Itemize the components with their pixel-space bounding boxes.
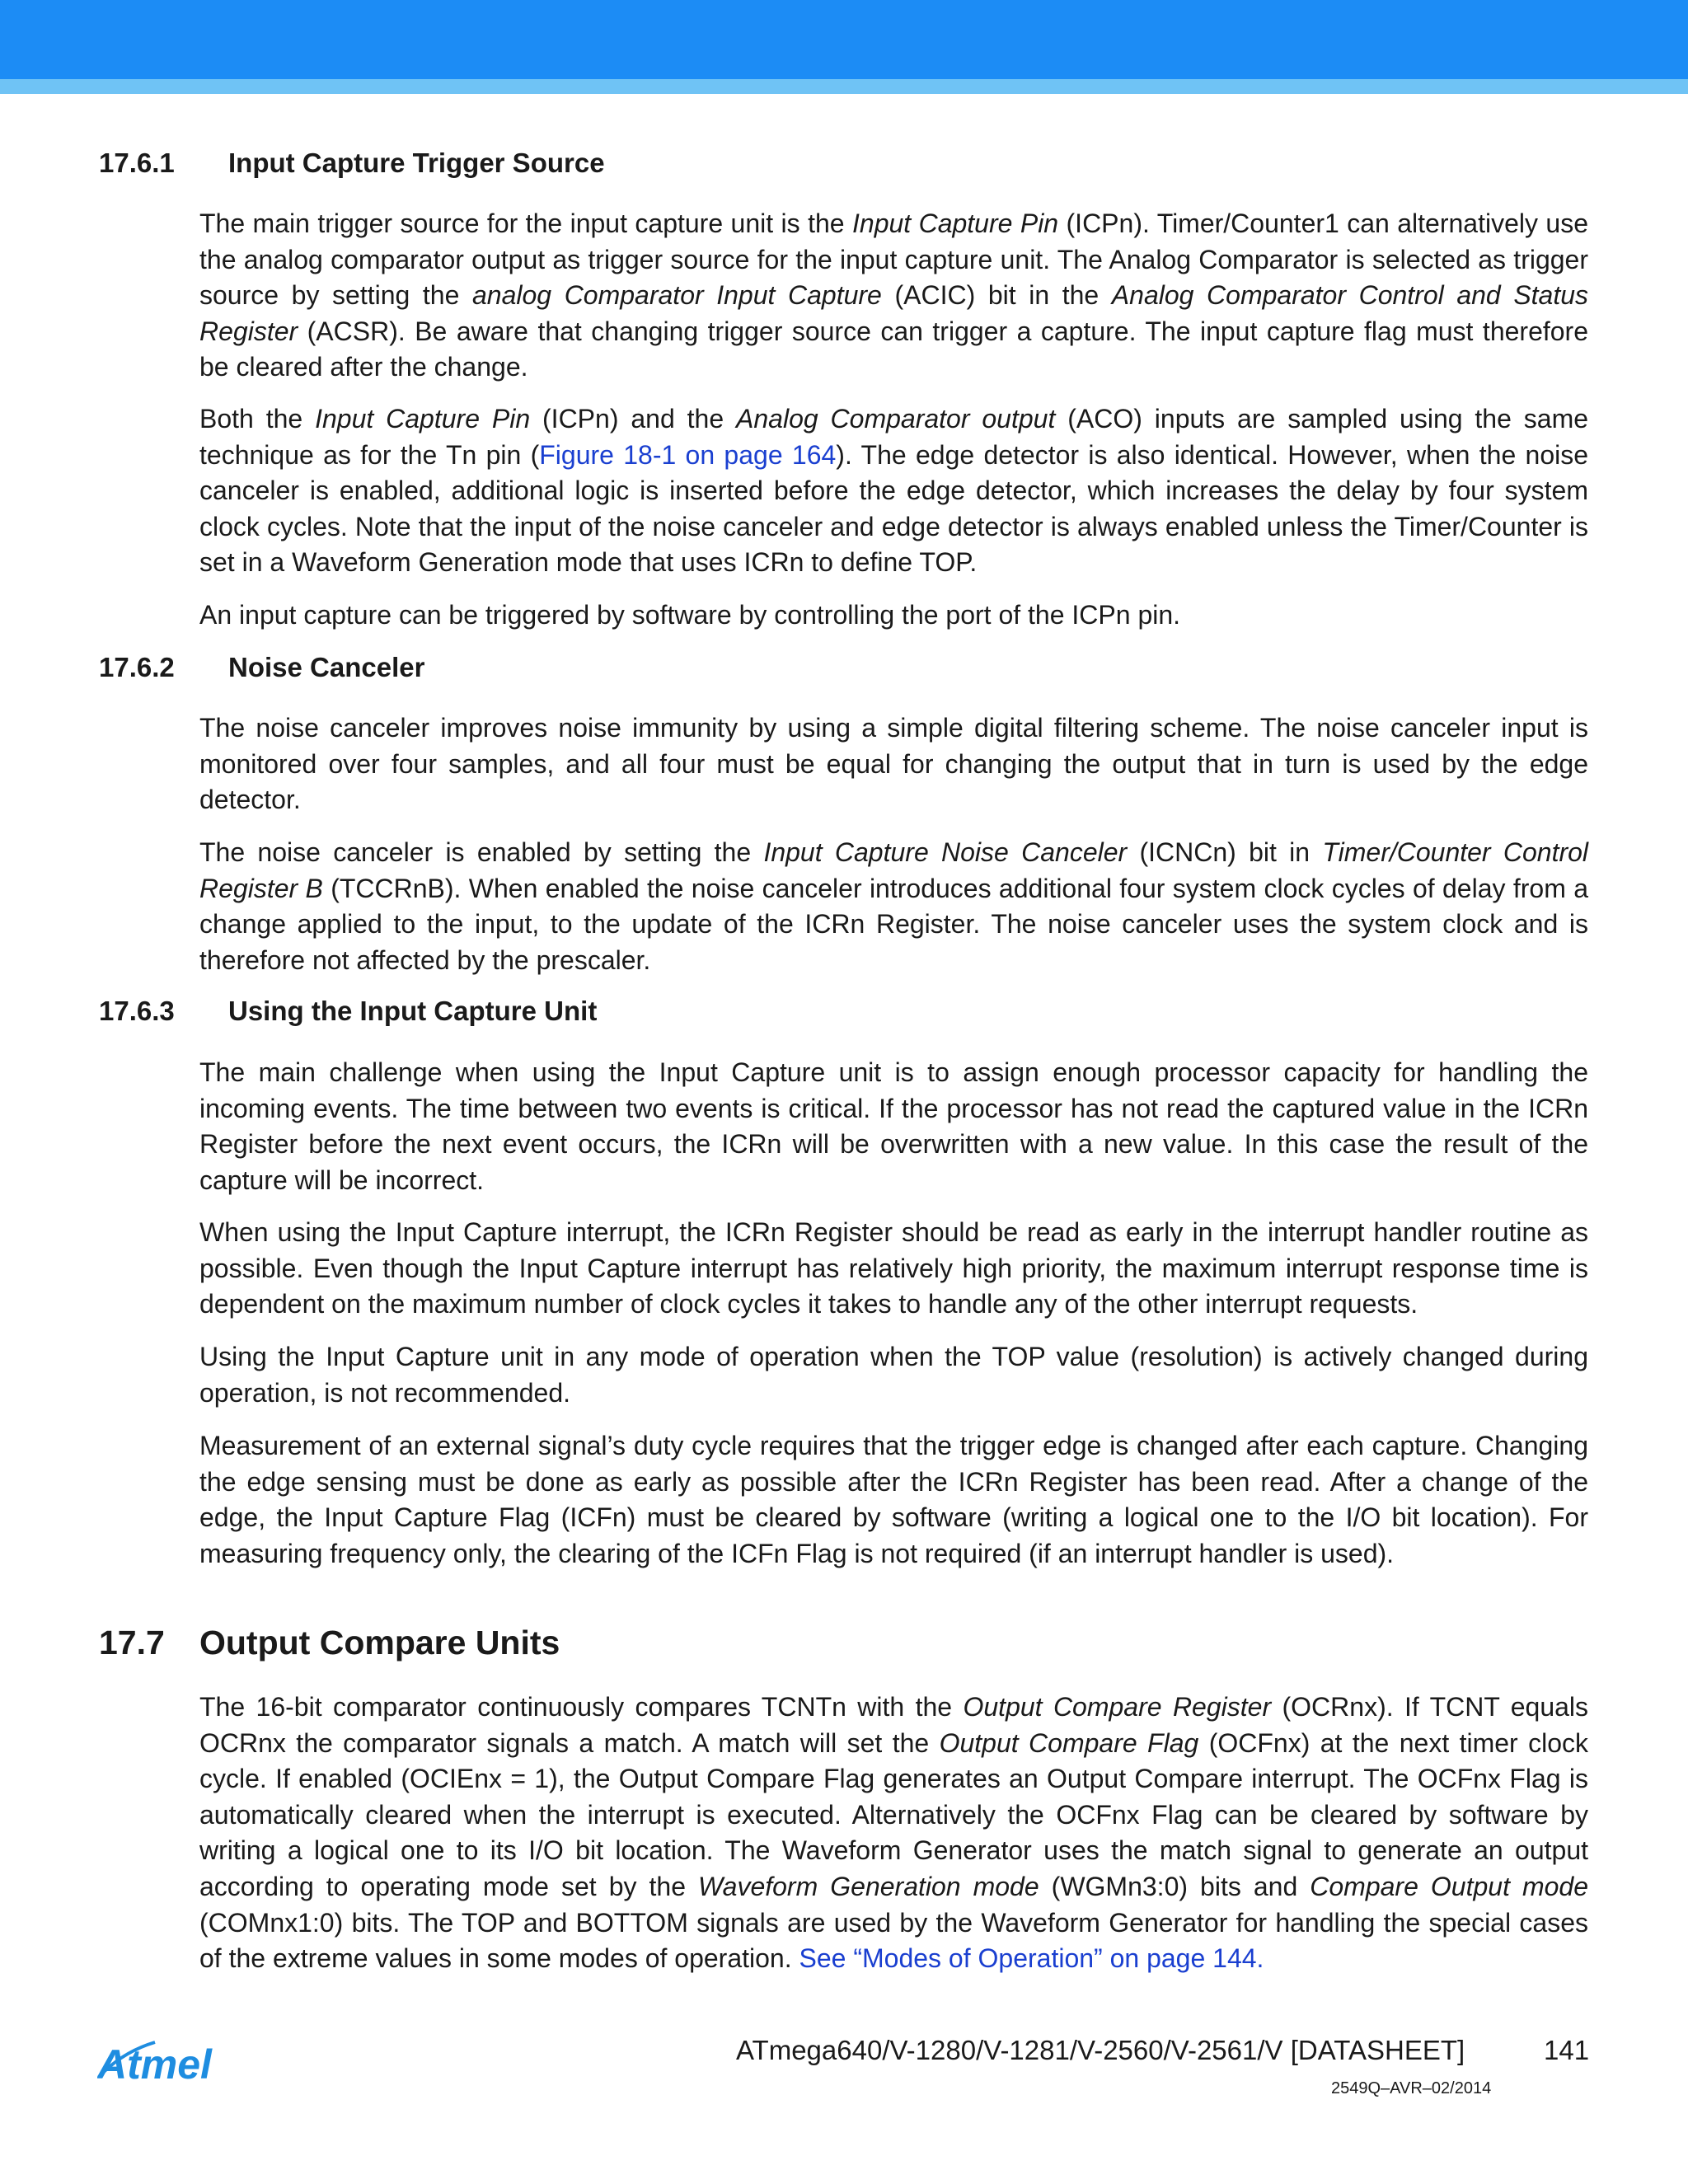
section-heading-17-6-3: 17.6.3 Using the Input Capture Unit [99,996,598,1026]
paragraph-sampling: Both the Input Capture Pin (ICPn) and the Analog Comparator output (ACO) inputs are sampled using the same technique as for the Tn pin (Figure 18-1 on page 164). The edge detector is also identical. However, when the noise canceler is enabled, additional logic is inserted before the edge detector, which increases the delay by four system clock cycles. Note that the input of the noise canceler and edge detector is always enabled unless the Timer/Counter is set in a Waveform Generation mode that uses ICRn to define TOP. [199,404,1589,578]
paragraph-noise-enable: The noise canceler is enabled by setting the Input Capture Noise Canceler (ICNCn) bit in Timer/Counter Control Register B (TCCRnB). When enabled the noise canceler introduces additional four system clock cycles of delay from a change applied to the input, to the update of the ICRn Register. The noise canceler uses the system clock and is therefore not affected by the prescaler. [199,837,1589,975]
paragraph-software-trigger: An input capture can be triggered by software by controlling the port of the ICPn pin. [199,600,1181,630]
section-heading-17-6-1: 17.6.1 Input Capture Trigger Source [99,148,605,178]
document-revision: 2549Q–AVR–02/2014 [1331,2079,1492,2097]
page-number: 141 [1544,2035,1590,2065]
paragraph-interrupt: When using the Input Capture interrupt, the ICRn Register should be read as early in the interrupt handler routine as possible. Even though the Input Capture interrupt has relatively high priority, the maximum interrupt response time is dependent on the maximum number of clock cycles it takes to handle any of the other interrupt requests. [199,1217,1588,1319]
header-stripe [0,79,1688,94]
modes-of-operation-link[interactable]: See “Modes of Operation” on page 144. [799,1943,1264,1974]
section-heading-17-7: 17.7 Output Compare Units [99,1624,560,1661]
atmel-logo [97,2037,237,2088]
paragraph-top-value: Using the Input Capture unit in any mode of operation when the TOP value (resolution) is actively changed during operation, is not recommended. [199,1342,1588,1408]
header-bar [0,0,1688,79]
atmel-logo-text: Atmel [97,2041,212,2088]
paragraph-noise-immunity: The noise canceler improves noise immunity by using a simple digital filtering scheme. The noise canceler input is monitored over four samples, and all four must be equal for changing the output that in turn is used by the edge detector. [199,713,1588,815]
paragraph-duty-cycle: Measurement of an external signal’s duty cycle requires that the trigger edge is changed after each capture. Changing the edge sensing must be done as early as possible after the ICRn Register has been read. After a change of the edge, the Input Capture Flag (ICFn) must be cleared by software (writing a logical one to the I/O bit location). For measuring frequency only, the clearing of the ICFn Flag is not required (if an interrupt handler is used). [199,1431,1588,1568]
footer-title: ATmega640/V-1280/V-1281/V-2560/V-2561/V [DATASHEET] [736,2035,1465,2065]
paragraph-trigger-source: The main trigger source for the input capture unit is the Input Capture Pin (ICPn). Timer/Counter1 can alternatively use the analog comparator output as trigger source for the input capture unit. The Analog Comparator is selected as trigger source by setting the analog Comparator Input Capture (ACIC) bit in the Analog Comparator Control and Status Register (ACSR). Be aware that changing trigger source can trigger a capture. The input capture flag must therefore be cleared after the change. [199,209,1589,382]
paragraph-output-compare: The 16-bit comparator continuously compares TCNTn with the Output Compare Register (OCRnx). If TCNT equals OCRnx the comparator signals a match. A match will set the Output Compare Flag (OCFnx) at the next timer clock cycle. If enabled (OCIEnx = 1), the Output Compare Flag generates an Output Compare interrupt. The OCFnx Flag is automatically cleared when the interrupt is executed. Alternatively the OCFnx Flag can be cleared by software by writing a logical one to its I/O bit location. The Waveform Generator uses the match signal to generate an output according to operating mode set by the Waveform Generation mode (WGMn3:0) bits and Compare Output mode (COMnx1:0) bits. The TOP and BOTTOM signals are used by the Waveform Generator for handling the special cases of the extreme values in some modes of operation. See “Modes of Operation” on page 144. [199,1692,1589,1974]
figure-link[interactable]: Figure 18-1 on page 164 [539,439,837,470]
section-heading-17-6-2: 17.6.2 Noise Canceler [99,652,425,682]
paragraph-capacity: The main challenge when using the Input Capture unit is to assign enough processor capacity for handling the incoming events. The time between two events is critical. If the processor has not read the captured value in the ICRn Register before the next event occurs, the ICRn will be overwritten with a new value. In this case the result of the capture will be incorrect. [199,1057,1588,1195]
